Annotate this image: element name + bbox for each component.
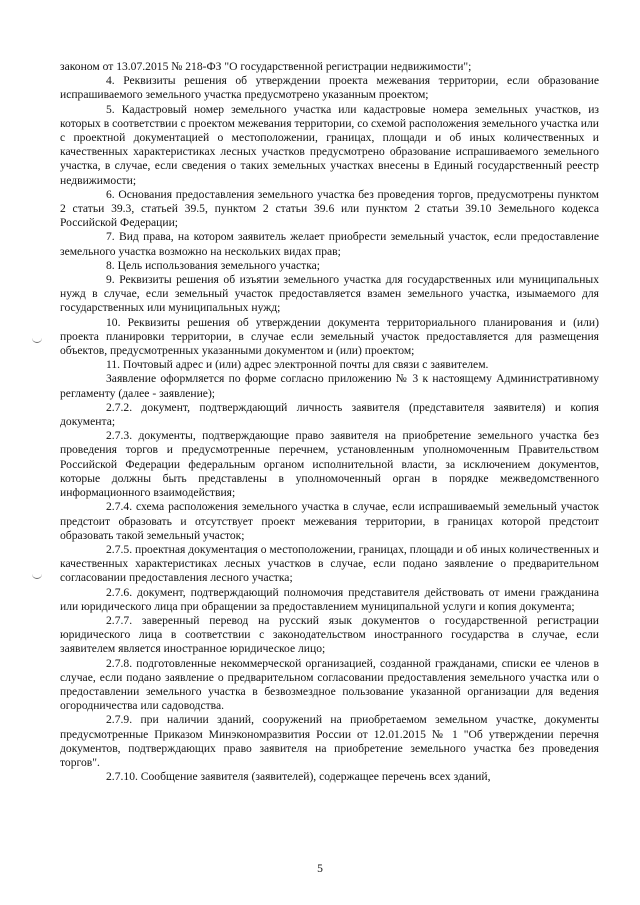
paragraph: 8. Цель использования земельного участка; xyxy=(106,258,321,272)
paragraph: 2.7.10. Сообщение заявителя (заявителей), содержащее перечень всех зданий, xyxy=(106,770,491,784)
paragraph: 11. Почтовый адрес и (или) адрес электронной почты для связи с заявителем. xyxy=(106,358,489,372)
margin-mark xyxy=(32,574,42,579)
paragraph: 2.7.9. при наличии зданий, сооружений на приобретаемом земельном участке, документы предусмотренные Приказом Минэкономразвития России от 12.01.2015 № 1 "Об утверждении перечня документов, подтверждающих право заявителя на приобретение земельного участка без проведения торгов". xyxy=(60,713,599,769)
paragraph: 2.7.8. подготовленные некоммерческой организацией, созданной гражданами, списки ее членов в случае, если подано заявление о предварительном согласовании предоставления земельного участка или о предоставлении земельного участка в безвозмездное пользование указанной организации для ведения огородничества или садоводства. xyxy=(60,656,599,713)
page-number: 5 xyxy=(317,862,323,875)
paragraph: 2.7.3. документы, подтверждающие право заявителя на приобретение земельного участка без проведения торгов и предусмотренные перечнем, установленным уполномоченным Правительством Российской Федерации федеральным органом исполнительной власти, за исключением документов, которые должны быть представлены в уполномоченный орган в порядке межведомственного информационного взаимодействия; xyxy=(60,429,599,500)
paragraph: 2.7.5. проектная документация о местоположении, границах, площади и об иных количественных и качественных характеристиках лесных участков в случае, если подано заявление о предварительном согласовании предоставления лесного участка; xyxy=(60,542,599,585)
paragraph: законом от 13.07.2015 № 218-ФЗ "О государственной регистрации недвижимости"; xyxy=(60,60,472,73)
paragraph: 9. Реквизиты решения об изъятии земельного участка для государственных или муниципальных нужд в случае, если земельный участок предоставляется взамен земельного участка, изымаемого для государственных или муниципальных нужд; xyxy=(60,273,599,315)
paragraph: 2.7.6. документ, подтверждающий полномочия представителя действовать от имени гражданина или юридического лица при обращении за предоставлением муниципальной услуги и копия документа; xyxy=(60,585,599,613)
paragraph: 4. Реквизиты решения об утверждении проекта межевания территории, если образование испрашиваемого земельного участка предусмотрено указанным проектом; xyxy=(60,74,599,102)
paragraph: 10. Реквизиты решения об утверждении документа территориального планирования и (или) проекта планировки территории, в случае если земельный участок предоставляется для размещения объектов, предусмотренных указанными документом и (или) проектом; xyxy=(60,315,599,358)
paragraph: 2.7.4. схема расположения земельного участка в случае, если испрашиваемый земельный участок предстоит образовать и отсутствует проект межевания территории, в границах которой предстоит образовать такой земельный участок; xyxy=(60,500,599,542)
paragraph: 2.7.7. заверенный перевод на русский язык документов о государственной регистрации юридического лица в соответствии с законодательством иностранного государства в случае, если заявителем является иностранное юридическое лицо; xyxy=(60,613,599,656)
paragraph: 6. Основания предоставления земельного участка без проведения торгов, предусмотрены пунктом 2 статьи 39.3, статьей 39.5, пунктом 2 статьи 39.6 или пунктом 2 статьи 39.10 Земельного кодекса Российской Федерации; xyxy=(60,187,599,230)
document-body xyxy=(60,60,599,784)
paragraph: 5. Кадастровый номер земельного участка или кадастровые номера земельных участков, из которых в соответствии с проектом межевания территории, со схемой расположения земельного участка или с проектной документацией о местоположении, границах, площади и об иных количественных и качественных характеристиках лесных участков предусмотрено образование испрашиваемого земельного участка, в случае, если сведения о таких земельных участках внесены в Единый государственный реестр недвижимости; xyxy=(60,102,599,187)
margin-mark xyxy=(32,338,42,343)
paragraph: 2.7.2. документ, подтверждающий личность заявителя (представителя заявителя) и копия документа; xyxy=(60,400,599,429)
paragraph: 7. Вид права, на котором заявитель желает приобрести земельный участок, если предоставление земельного участка возможно на нескольких видах прав; xyxy=(60,230,599,258)
paragraph: Заявление оформляется по форме согласно приложению № 3 к настоящему Административному регламенту (далее - заявление); xyxy=(60,372,599,400)
